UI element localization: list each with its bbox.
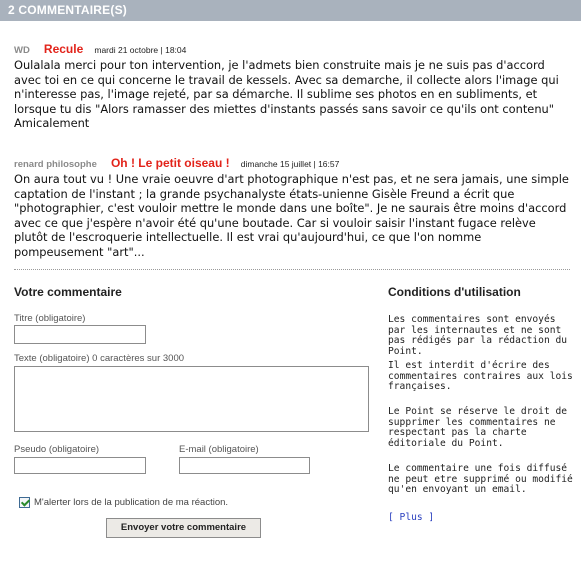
conditions-paragraph: Il est interdit d'écrire des commentaires contraires aux lois françaises.	[388, 360, 573, 393]
comment-body: Oulalala merci pour ton intervention, je l'admets bien construite mais je ne suis pas d'accord avec toi en ce qui concerne le travail de kessels. Avec sa demarche, il collecte alors l'image qui n'interesse pas, l'image rejeté, par sa démarche. Il sublime ses photos en en subliments, et lorsque tu dis "Alors ramasser des miettes d'instants passés sans savoir ce qu'ils ont contenu" Amicalement	[14, 58, 559, 131]
pseudo-input[interactable]	[14, 457, 146, 474]
comment-author: renard philosophe	[14, 159, 97, 170]
comment-author: WD	[14, 45, 30, 56]
email-input[interactable]	[179, 457, 310, 474]
title-label: Titre (obligatoire)	[14, 313, 86, 324]
comment-title: Recule	[43, 42, 84, 56]
comment-item	[14, 152, 570, 260]
conditions-paragraph: Le Point se réserve le droit de supprimer les commentaires ne respectant pas la charte éditoriale du Point.	[388, 406, 568, 449]
conditions-paragraph: Le commentaire une fois diffusé ne peut etre supprimé ou modifié qu'en envoyant un email.	[388, 463, 573, 496]
comment-date: mardi 21 octobre | 18:04	[94, 45, 187, 55]
title-input[interactable]	[14, 325, 146, 344]
email-label: E-mail (obligatoire)	[179, 444, 259, 455]
comment-title: Oh ! Le petit oiseau !	[110, 156, 230, 170]
comments-header	[0, 0, 581, 21]
section-divider	[14, 269, 570, 270]
comment-form-heading: Votre commentaire	[14, 285, 122, 299]
alert-checkbox-label: M'alerter lors de la publication de ma réaction.	[34, 497, 229, 508]
comment-textarea[interactable]	[14, 366, 369, 432]
comment-meta	[14, 152, 570, 168]
alert-checkbox[interactable]	[19, 497, 30, 508]
comments-count-title: 2 COMMENTAIRE(S)	[8, 3, 127, 17]
comment-body: On aura tout vu ! Une vraie oeuvre d'art photographique n'est pas, et ne sera jamais, une simple captation de l'instant ; la grande psychanalyste états-unienne Gisèle Freund a écrit que "photographier, c'est vouloir mettre le monde dans une boîte". Je ne saurais être moins d'accord avec ce que j'espère n'avoir été qu'une boutade. Car si vouloir saisir l'instant fugace relève plutôt de l'escroquerie intellectuelle. Il est vrai qu'aujourd'hui, ce que l'on nomme pompeusement "art"...	[14, 172, 569, 259]
conditions-paragraph: Les commentaires sont envoyés par les internautes et ne sont pas rédigés par la rédaction du Point.	[388, 314, 568, 357]
submit-comment-button[interactable]: Envoyer votre commentaire	[106, 518, 261, 538]
comment-item	[14, 38, 570, 131]
comment-date: dimanche 15 juillet | 16:57	[240, 159, 340, 169]
comment-meta	[14, 38, 570, 54]
pseudo-label: Pseudo (obligatoire)	[14, 444, 100, 455]
conditions-heading: Conditions d'utilisation	[388, 285, 521, 299]
more-conditions-link[interactable]: [ Plus ]	[388, 512, 435, 523]
text-label: Texte (obligatoire) 0 caractères sur 3000	[14, 353, 185, 364]
